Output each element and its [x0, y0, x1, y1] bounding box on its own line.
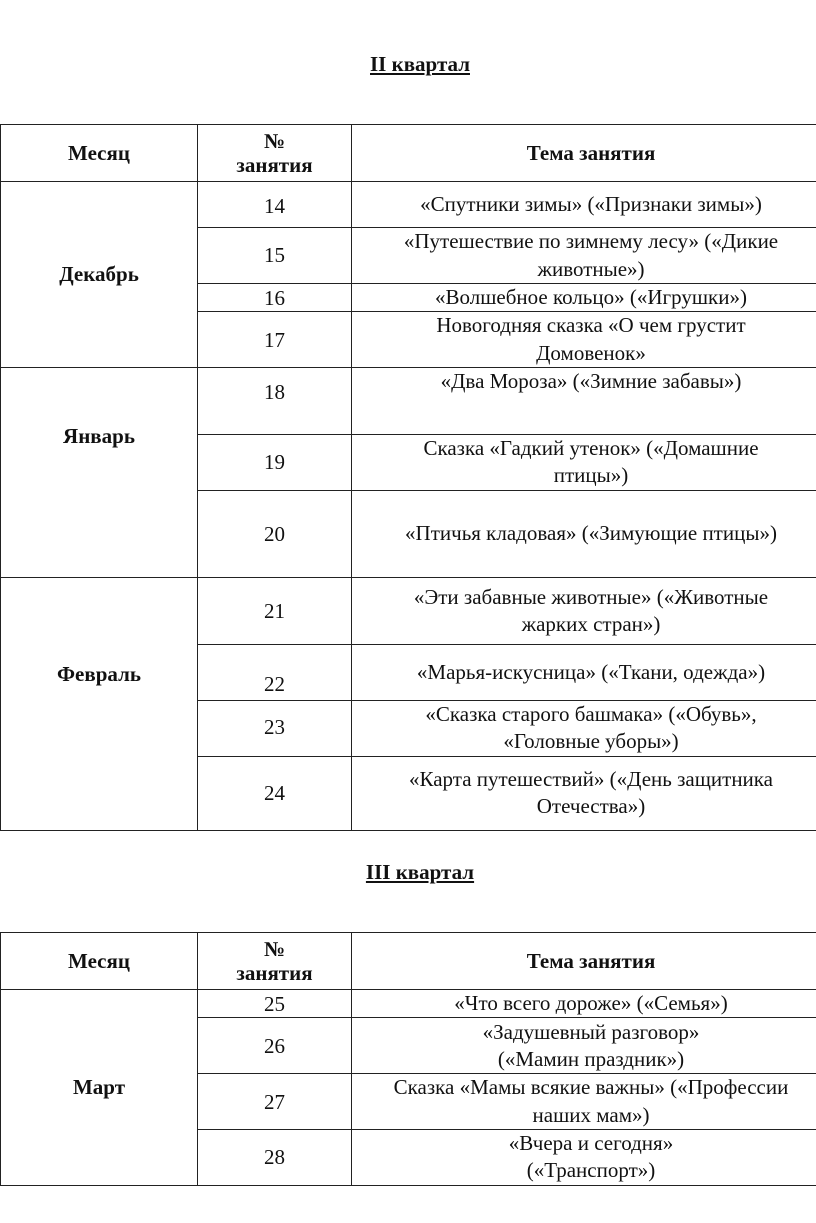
table-row — [1, 577, 816, 644]
schedule-table-q2 — [0, 124, 816, 831]
month-cell-december: Декабрь — [1, 182, 198, 368]
lesson-number: 28 — [198, 1129, 352, 1185]
lesson-number: 14 — [198, 182, 352, 228]
lesson-number: 25 — [198, 990, 352, 1018]
lesson-topic: «Волшебное кольцо» («Игрушки») — [352, 284, 816, 312]
schedule-table-q3 — [0, 932, 816, 1186]
lesson-number: 22 — [198, 644, 352, 700]
lesson-number: 21 — [198, 577, 352, 644]
lesson-topic: «Спутники зимы» («Признаки зимы») — [352, 182, 816, 228]
month-cell-march: Март — [1, 990, 198, 1186]
lesson-number: 17 — [198, 312, 352, 368]
header-month: Месяц — [1, 933, 198, 990]
lesson-topic: «Два Мороза» («Зимние забавы») — [352, 367, 816, 434]
header-topic: Тема занятия — [352, 125, 816, 182]
lesson-topic: «Задушевный разговор» («Мамин праздник») — [352, 1018, 816, 1074]
header-lesson-number: № занятия — [198, 933, 352, 990]
table-header-row — [1, 125, 816, 182]
header-month: Месяц — [1, 125, 198, 182]
lesson-number: 19 — [198, 434, 352, 490]
table-row — [1, 990, 816, 1018]
lesson-number: 23 — [198, 700, 352, 756]
month-cell-january: Январь — [1, 367, 198, 577]
section-title-q3: III квартал — [365, 860, 475, 884]
lesson-topic: «Что всего дороже» («Семья») — [352, 990, 816, 1018]
table-header-row — [1, 933, 816, 990]
lesson-topic: «Вчера и сегодня» («Транспорт») — [352, 1129, 816, 1185]
lesson-topic: Сказка «Мамы всякие важны» («Профессии наших мам») — [352, 1074, 816, 1130]
lesson-topic: «Марья-искусница» («Ткани, одежда») — [352, 644, 816, 700]
lesson-topic: «Карта путешествий» («День защитника Отечества») — [352, 756, 816, 830]
lesson-number: 16 — [198, 284, 352, 312]
lesson-number: 26 — [198, 1018, 352, 1074]
lesson-number: 18 — [198, 367, 352, 434]
month-cell-february: Февраль — [1, 577, 198, 830]
table-row — [1, 367, 816, 434]
header-lesson-number: № занятия — [198, 125, 352, 182]
lesson-topic: Сказка «Гадкий утенок» («Домашние птицы») — [352, 434, 816, 490]
lesson-topic: «Эти забавные животные» («Животные жарких стран») — [352, 577, 816, 644]
table-row — [1, 182, 816, 228]
lesson-number: 24 — [198, 756, 352, 830]
lesson-number: 27 — [198, 1074, 352, 1130]
lesson-number: 15 — [198, 228, 352, 284]
header-topic: Тема занятия — [352, 933, 816, 990]
lesson-number: 20 — [198, 490, 352, 577]
lesson-topic: «Сказка старого башмака» («Обувь», «Головные уборы») — [352, 700, 816, 756]
lesson-topic: «Путешествие по зимнему лесу» («Дикие животные») — [352, 228, 816, 284]
lesson-topic: «Птичья кладовая» («Зимующие птицы») — [352, 490, 816, 577]
section-title-q2: II квартал — [370, 52, 470, 76]
lesson-topic: Новогодняя сказка «О чем грустит Домовенок» — [352, 312, 816, 368]
